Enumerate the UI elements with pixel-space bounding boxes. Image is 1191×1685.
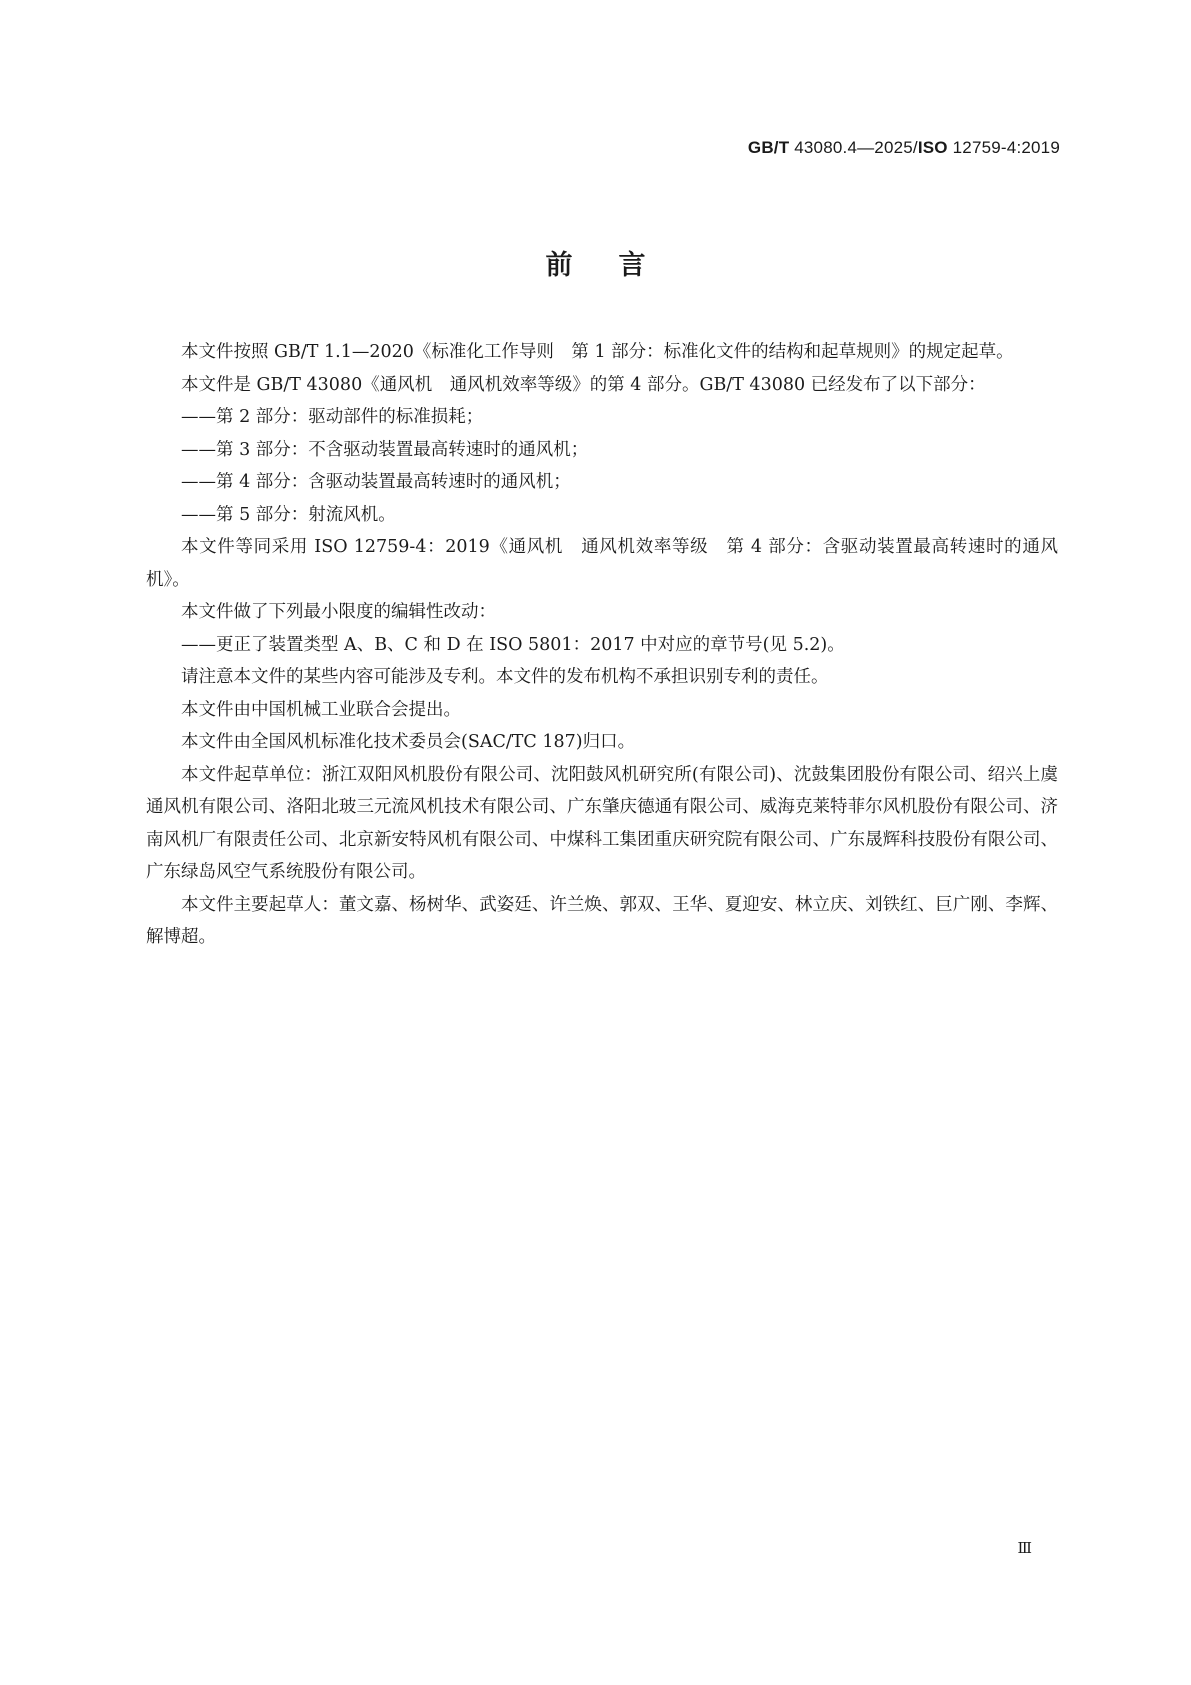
paragraph-iso-adoption: 本文件等同采用 ISO 12759-4：2019《通风机 通风机效率等级 第 4 部分：含驱动装置最高转速时的通风机》。 (146, 537, 1058, 590)
header-doc-number: 43080.4—2025/ (789, 138, 918, 157)
header-iso-prefix: ISO (917, 138, 948, 157)
header-doc-prefix: GB/T (747, 138, 790, 157)
document-header (748, 138, 1060, 158)
page-title: 前言 (545, 250, 692, 281)
paragraph-editorial-changes: 本文件做了下列最小限度的编辑性改动： (181, 602, 496, 622)
list-item-part-5: ——第 5 部分：射流风机。 (181, 504, 396, 525)
paragraph-patent-notice: 请注意本文件的某些内容可能涉及专利。本文件的发布机构不承担识别专利的责任。 (181, 667, 829, 687)
paragraph-proposer: 本文件由中国机械工业联合会提出。 (181, 699, 461, 720)
list-item-part-2: ——第 2 部分：驱动部件的标准损耗； (181, 407, 484, 427)
list-item-part-4: ——第 4 部分：含驱动装置最高转速时的通风机； (181, 472, 571, 492)
page-number: Ⅲ (1017, 1539, 1032, 1557)
list-item-part-3: ——第 3 部分：不含驱动装置最高转速时的通风机； (181, 439, 589, 460)
list-item-editorial-change: ——更正了装置类型 A、B、C 和 D 在 ISO 5801：2017 中对应的章节号(见 5.2)。 (181, 634, 845, 655)
foreword-body (146, 336, 1058, 954)
paragraph-drafters: 本文件主要起草人：董文嘉、杨树华、武姿廷、许兰焕、郭双、王华、夏迎安、林立庆、刘铁红、巨广刚、李辉、解博超。 (146, 894, 1058, 947)
header-iso-number: 12759-4:2019 (947, 138, 1060, 157)
paragraph-drafting-organizations: 本文件起草单位：浙江双阳风机股份有限公司、沈阳鼓风机研究所(有限公司)、沈鼓集团股份有限公司、绍兴上虞通风机有限公司、洛阳北玻三元流风机技术有限公司、广东肇庆德通有限公司、威海克莱特菲尔风机股份有限公司、济南风机厂有限责任公司、北京新安特风机有限公司、中煤科工集团重庆研究院有限公司、广东晟辉科技股份有限公司、广东绿岛风空气系统股份有限公司。 (146, 764, 1058, 882)
paragraph-series-parts: 本文件是 GB/T 43080《通风机 通风机效率等级》的第 4 部分。GB/T 43080 已经发布了以下部分： (181, 374, 986, 395)
paragraph-drafting-rules: 本文件按照 GB/T 1.1—2020《标准化工作导则 第 1 部分：标准化文件的结构和起草规则》的规定起草。 (181, 342, 1014, 362)
paragraph-technical-committee: 本文件由全国风机标准化技术委员会(SAC/TC 187)归口。 (181, 732, 636, 752)
